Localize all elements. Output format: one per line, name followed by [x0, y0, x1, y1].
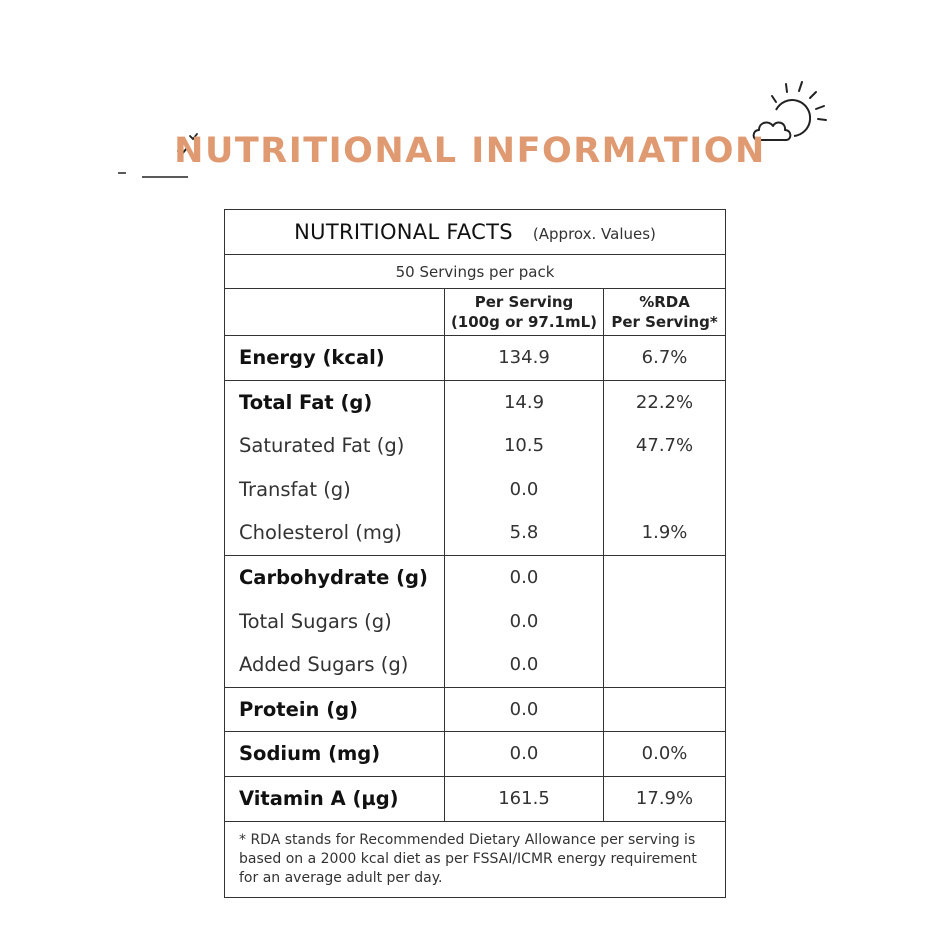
nutrient-group [225, 380, 726, 555]
per-serving-value: 161.5 [498, 787, 550, 809]
nutrient-group [225, 732, 726, 777]
rda-value [604, 688, 725, 732]
rda-value: 47.7% [635, 435, 694, 457]
per-serving-value: 5.8 [509, 522, 539, 544]
rda-value: 6.7% [641, 347, 688, 368]
nutrient-label: Carbohydrate (g) [239, 565, 428, 589]
rda-value [604, 556, 725, 600]
rda-value [604, 600, 725, 644]
nutrient-label: Total Fat (g) [239, 390, 373, 414]
nutrient-label: Total Sugars (g) [239, 609, 392, 633]
rda-value: 17.9% [635, 787, 694, 809]
table-heading-note: (Approx. Values) [532, 225, 656, 243]
nutrient-group [225, 555, 726, 687]
column-header-per-serving: Per Serving (100g or 97.1mL) [450, 293, 598, 331]
rda-value: 22.2% [635, 391, 694, 413]
rda-value: 0.0% [641, 743, 688, 765]
nutrient-label: Energy (kcal) [239, 346, 385, 369]
per-serving-value: 0.0 [509, 478, 539, 500]
nutrient-label: Cholesterol (mg) [239, 521, 402, 545]
per-serving-value: 10.5 [503, 435, 545, 457]
per-serving-value: 14.9 [503, 391, 545, 413]
column-header-nutrient [225, 289, 445, 336]
per-serving-value: 0.0 [509, 743, 539, 765]
nutrient-label: Transfat (g) [239, 477, 351, 501]
nutrient-label: Vitamin A (µg) [239, 786, 399, 810]
nutrient-group [225, 776, 726, 821]
rda-value: 1.9% [641, 522, 688, 544]
rda-footnote: * RDA stands for Recommended Dietary Allowance per serving is based on a 2000 kcal diet as per FSSAI/ICMR energy requirement for an average adult per day. [239, 831, 697, 886]
nutrient-label: Protein (g) [239, 697, 358, 721]
nutrient-label: Sodium (mg) [239, 742, 381, 766]
footnote-row [225, 821, 726, 897]
page-title: NUTRITIONAL INFORMATION [174, 131, 766, 171]
per-serving-value: 0.0 [509, 566, 539, 588]
nutrient-group [225, 336, 726, 381]
table-heading: NUTRITIONAL FACTS [294, 220, 513, 244]
column-header-rda: %RDA Per Serving* [611, 293, 718, 331]
table-heading-row [225, 210, 726, 255]
per-serving-value: 0.0 [509, 654, 539, 676]
nutrition-facts-table [224, 209, 726, 898]
nutrient-group [225, 687, 726, 732]
rda-value [604, 643, 725, 687]
nutrient-label: Saturated Fat (g) [239, 434, 405, 458]
servings-per-pack: 50 Servings per pack [225, 255, 726, 289]
rda-value [604, 468, 725, 512]
per-serving-value: 0.0 [509, 610, 539, 632]
nutrient-label: Added Sugars (g) [239, 653, 409, 677]
column-header-row [225, 289, 726, 336]
per-serving-value: 134.9 [498, 347, 550, 368]
servings-row [225, 255, 726, 289]
per-serving-value: 0.0 [509, 698, 539, 720]
